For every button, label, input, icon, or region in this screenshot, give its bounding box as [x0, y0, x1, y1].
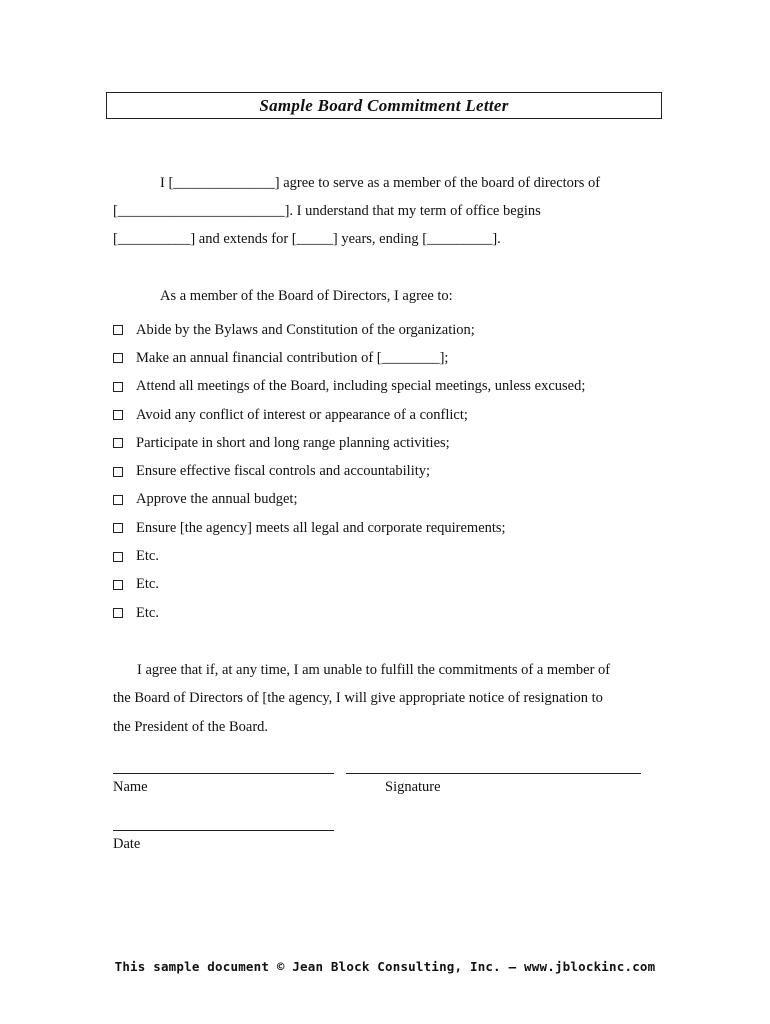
checklist-item [113, 429, 585, 457]
date-signature-line[interactable] [113, 830, 334, 831]
checklist-item-label: Etc. [136, 576, 159, 593]
checklist-item-label: Avoid any conflict of interest or appearance of a conflict; [136, 406, 468, 423]
document-title: Sample Board Commitment Letter [259, 95, 509, 115]
closing-paragraph [113, 656, 673, 741]
signature-line[interactable] [346, 773, 641, 774]
checkbox-icon[interactable] [113, 467, 123, 477]
checklist-item-label: Ensure [the agency] meets all legal and corporate requirements; [136, 519, 506, 536]
name-signature-line[interactable] [113, 773, 334, 774]
checklist-item-label: Participate in short and long range planning activities; [136, 434, 450, 451]
footer-copyright: This sample document © Jean Block Consulting, Inc. – www.jblockinc.com [114, 959, 656, 974]
checkbox-icon[interactable] [113, 608, 123, 618]
checkbox-icon[interactable] [113, 552, 123, 562]
checklist-item [113, 542, 585, 570]
checklist-item [113, 373, 585, 401]
checkbox-icon[interactable] [113, 382, 123, 392]
intro-line-3: [__________] and extends for [_____] years, ending [_________]. [113, 231, 501, 247]
intro-line-1: I [______________] agree to serve as a member of the board of directors of [160, 175, 601, 191]
date-label: Date [113, 836, 141, 852]
checklist-item-label: Abide by the Bylaws and Constitution of the organization; [136, 321, 475, 338]
agree-lead: As a member of the Board of Directors, I agree to: [160, 288, 453, 304]
checklist-item [113, 344, 585, 372]
checkbox-icon[interactable] [113, 353, 123, 363]
checklist-item-label: Ensure effective fiscal controls and accountability; [136, 463, 431, 480]
checklist-item [113, 571, 585, 599]
signature-label: Signature [385, 779, 441, 795]
checklist-item [113, 514, 585, 542]
intro-line-2: [_______________________]. I understand that my term of office begins [113, 203, 541, 219]
closing-line-3: the President of the Board. [113, 718, 269, 735]
checklist-item [113, 316, 585, 344]
checklist-item-label: Etc. [136, 548, 159, 565]
checkbox-icon[interactable] [113, 523, 123, 533]
checkbox-icon[interactable] [113, 438, 123, 448]
checklist-item-label: Approve the annual budget; [136, 491, 298, 508]
checklist-item [113, 457, 585, 485]
closing-line-1: I agree that if, at any time, I am unable to fulfill the commitments of a member of [137, 662, 611, 678]
closing-line-2: the Board of Directors of [the agency, I will give appropriate notice of resignation to [113, 690, 603, 707]
checklist-item-label: Attend all meetings of the Board, including special meetings, unless excused; [136, 378, 586, 395]
checkbox-icon[interactable] [113, 325, 123, 335]
title-box [106, 92, 662, 119]
checkbox-icon[interactable] [113, 580, 123, 590]
checklist-item-label: Etc. [136, 604, 159, 621]
checkbox-icon[interactable] [113, 410, 123, 420]
checklist-item [113, 401, 585, 429]
checklist-item [113, 599, 585, 627]
checklist-item [113, 486, 585, 514]
name-label: Name [113, 779, 148, 795]
commitment-checklist [113, 316, 585, 627]
checkbox-icon[interactable] [113, 495, 123, 505]
checklist-item-label: Make an annual financial contribution of [________]; [136, 349, 449, 366]
